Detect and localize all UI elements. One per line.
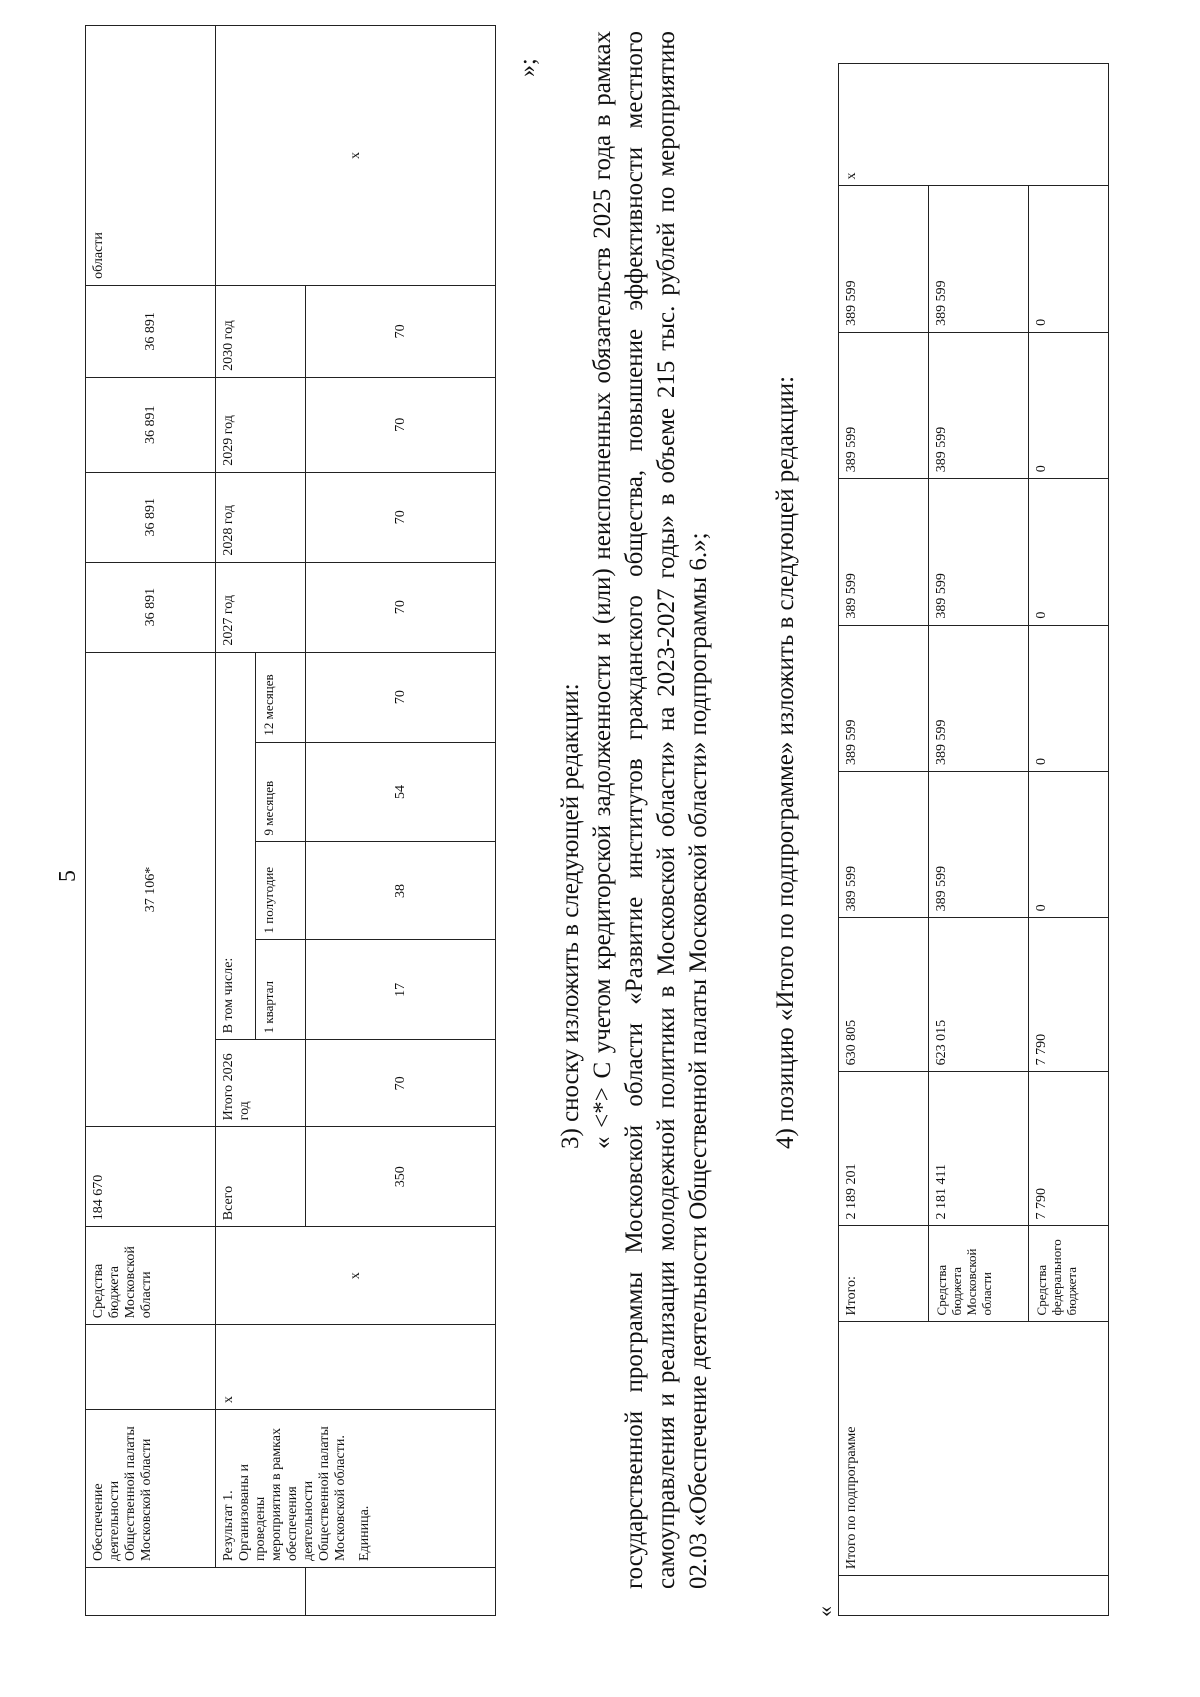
footnote-title: 3) сноску изложить в следующей редакции: [557, 683, 584, 1149]
value-cell: 0 [1029, 479, 1109, 625]
value-q1: 17 [306, 940, 496, 1040]
value-cell: 0 [1029, 332, 1109, 478]
total-label-cell: Итого по подпрограмме [839, 1322, 1109, 1576]
page-number: 5 [55, 870, 81, 882]
position-paragraph [770, 49, 802, 1149]
value-cell: 389 599 [839, 771, 929, 917]
activity-name-cell: Обеспечение деятельности Общественной палаты Московской области [86, 1410, 216, 1568]
value-h1: 38 [306, 842, 496, 940]
head-2027-cell: 2027 год [216, 562, 306, 652]
position-title: 4) позицию «Итого по подпрограмме» изложить в следующей редакции: [772, 375, 799, 1149]
head-q1-cell: 1 квартал [256, 940, 306, 1040]
value-m9: 54 [306, 742, 496, 842]
value-2028: 70 [306, 472, 496, 562]
value-2027: 70 [306, 562, 496, 652]
head-m12-cell: 12 месяцев [256, 652, 306, 742]
value-cell: 389 599 [929, 479, 1029, 625]
year-2029-cell: 36 891 [86, 377, 216, 472]
funding-source-cell: Средства бюджета Московской области [86, 1227, 216, 1325]
value-cell: 2 181 411 [929, 1072, 1029, 1226]
value-cell: 389 599 [929, 186, 1029, 332]
value-cell: 389 599 [839, 479, 929, 625]
head-2030-cell: 2030 год [216, 285, 306, 377]
value-cell: 389 599 [839, 186, 929, 332]
value-cell: 389 599 [839, 332, 929, 478]
head-2029-cell: 2029 год [216, 377, 306, 472]
head-vtom-cell: В том числе: [216, 652, 256, 1040]
footnote-body: « <*> С учетом кредиторской задолженности и (или) неисполненных обязательств 2025 года в рамках государственной программы Московской области «Развитие институтов гражданского общества, повышение эффективности местного самоуправления и реализации молодежной политики в Московской области» на 2023-2027 годы» в объеме 215 тыс. рублей по мероприятию 02.03 «Обеспечение деятельности Общественной палаты Московской области» подпрограммы 6.»; [589, 31, 712, 1589]
value-cell: 2 189 201 [839, 1072, 929, 1226]
table-row [839, 64, 929, 1616]
year-2027-cell: 36 891 [86, 562, 216, 652]
value-cell: 389 599 [929, 332, 1029, 478]
x-cell: х [216, 1325, 496, 1410]
value-2030: 70 [306, 285, 496, 377]
table-subprogram-total [838, 63, 1109, 1616]
year-2028-cell: 36 891 [86, 472, 216, 562]
table-row [86, 26, 216, 1616]
row-number-cell [839, 1576, 1109, 1616]
value-cell: 7 790 [1029, 1072, 1109, 1226]
head-total-cell: Всего [216, 1127, 306, 1227]
table-row [216, 26, 256, 1616]
value-cell: 389 599 [929, 771, 1029, 917]
source-cell: Средства федерального бюджета [1029, 1226, 1109, 1322]
empty-cell [86, 1325, 216, 1410]
open-quote: « [812, 1606, 837, 1617]
value-cell: 630 805 [839, 918, 929, 1072]
table-subprogram-activity [85, 25, 496, 1616]
footnote-paragraph [555, 31, 715, 1589]
result-name-cell [216, 1410, 496, 1568]
year-2030-cell: 36 891 [86, 285, 216, 377]
total-cell: 184 670 [86, 1127, 216, 1227]
x-cell: х [216, 26, 496, 286]
value-cell: 389 599 [839, 625, 929, 771]
value-cell: 623 015 [929, 918, 1029, 1072]
head-h1-cell: 1 полугодие [256, 842, 306, 940]
empty-cell [306, 1568, 496, 1616]
source-cell: Средства бюджета Московской области [929, 1226, 1029, 1322]
value-m12: 70 [306, 652, 496, 742]
executor-cell: области [86, 26, 216, 286]
head-itogo-cell: Итого 2026 год [216, 1040, 306, 1127]
head-m9-cell: 9 месяцев [256, 742, 306, 842]
head-2028-cell: 2028 год [216, 472, 306, 562]
x-cell: х [216, 1227, 496, 1325]
value-itogo: 70 [306, 1040, 496, 1127]
closing-quote: »; [515, 58, 541, 77]
value-cell: 7 790 [1029, 918, 1109, 1072]
result-unit: Единица. [357, 1505, 372, 1562]
row-number-cell [86, 1568, 306, 1616]
value-cell: 0 [1029, 186, 1109, 332]
x-cell: х [839, 64, 1109, 186]
value-cell: 0 [1029, 625, 1109, 771]
result-text: Результат 1. Организованы и проведены мероприятия в рамках обеспечения деятельности Общественной палаты Московской области. [221, 1426, 348, 1562]
value-2029: 70 [306, 377, 496, 472]
source-cell: Итого: [839, 1226, 929, 1322]
value-cell: 0 [1029, 771, 1109, 917]
value-total: 350 [306, 1127, 496, 1227]
year-2026-cell: 37 106* [86, 652, 216, 1127]
value-cell: 389 599 [929, 625, 1029, 771]
